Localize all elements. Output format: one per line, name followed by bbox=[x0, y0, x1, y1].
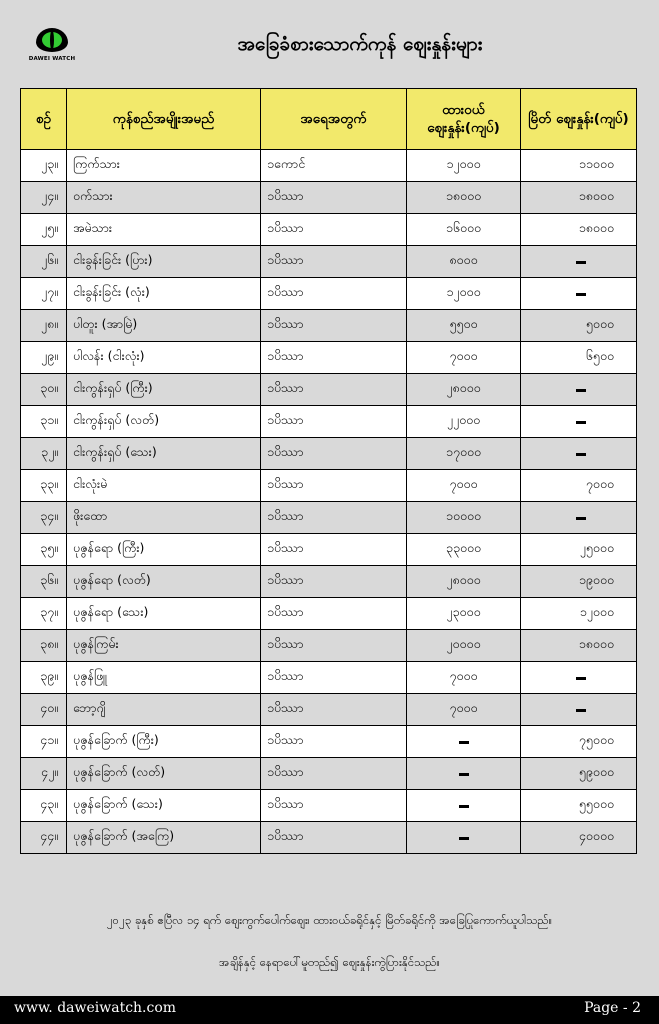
dawei-price: ၇၀၀၀ bbox=[407, 662, 521, 694]
row-number: ၄၄။ bbox=[21, 822, 67, 854]
no-data-dash bbox=[576, 421, 586, 424]
row-number: ၃၂။ bbox=[21, 438, 67, 470]
dawei-price: ၁၂၀၀၀ bbox=[407, 278, 521, 310]
myeik-price: ၁၈၀၀၀ bbox=[521, 182, 637, 214]
dawei-price: ၁၂၀၀၀ bbox=[407, 150, 521, 182]
table-row bbox=[21, 598, 637, 630]
table-row bbox=[21, 662, 637, 694]
dawei-price: ၂၂၀၀၀ bbox=[407, 406, 521, 438]
dawei-price: ၇၀၀၀ bbox=[407, 342, 521, 374]
item-unit: ၁ပိဿာ bbox=[261, 726, 407, 758]
item-unit: ၁ပိဿာ bbox=[261, 502, 407, 534]
item-name: ပါတူး (အာမြဲ) bbox=[67, 310, 261, 342]
no-data-dash bbox=[576, 709, 586, 712]
item-name: ဘော့ဂျိ bbox=[67, 694, 261, 726]
row-number: ၄၀။ bbox=[21, 694, 67, 726]
myeik-price bbox=[521, 662, 637, 694]
dawei-price: ၁၆၀၀၀ bbox=[407, 214, 521, 246]
no-data-dash bbox=[576, 517, 586, 520]
myeik-price: ၁၈၀၀၀ bbox=[521, 630, 637, 662]
row-number: ၂၆။ bbox=[21, 246, 67, 278]
table-row bbox=[21, 566, 637, 598]
table-row bbox=[21, 438, 637, 470]
item-unit: ၁ပိဿာ bbox=[261, 278, 407, 310]
item-name: ပုဇွန်ကြမ်း bbox=[67, 630, 261, 662]
dawei-watch-logo bbox=[28, 22, 76, 70]
no-data-dash bbox=[576, 389, 586, 392]
myeik-price: ၂၅၀၀၀ bbox=[521, 534, 637, 566]
dawei-price: ၂၈၀၀၀ bbox=[407, 566, 521, 598]
dawei-price bbox=[407, 758, 521, 790]
no-data-dash bbox=[459, 741, 469, 744]
item-unit: ၁ပိဿာ bbox=[261, 790, 407, 822]
table-row bbox=[21, 694, 637, 726]
page-header bbox=[0, 0, 659, 86]
col-header-unit: အရေအတွက် bbox=[261, 89, 407, 150]
table-row bbox=[21, 470, 637, 502]
row-number: ၂၉။ bbox=[21, 342, 67, 374]
item-name: ပုဇွန်ခြောက် (အကြေ) bbox=[67, 822, 261, 854]
item-unit: ၁ပိဿာ bbox=[261, 694, 407, 726]
row-number: ၃၄။ bbox=[21, 502, 67, 534]
item-name: ပုဇွန်ခြောက် (ကြီး) bbox=[67, 726, 261, 758]
no-data-dash bbox=[576, 293, 586, 296]
row-number: ၃၇။ bbox=[21, 598, 67, 630]
cat-eye-icon bbox=[36, 28, 68, 52]
dawei-price: ၁၇၀၀၀ bbox=[407, 438, 521, 470]
dawei-price: ၁၀၀၀၀ bbox=[407, 502, 521, 534]
item-unit: ၁ပိဿာ bbox=[261, 342, 407, 374]
item-unit: ၁ပိဿာ bbox=[261, 662, 407, 694]
myeik-price: ၅၀၀၀ bbox=[521, 310, 637, 342]
myeik-price bbox=[521, 374, 637, 406]
myeik-price: ၅၉၀၀၀ bbox=[521, 758, 637, 790]
item-unit: ၁ပိဿာ bbox=[261, 822, 407, 854]
item-name: ဝက်သား bbox=[67, 182, 261, 214]
myeik-price: ၇၀၀၀ bbox=[521, 470, 637, 502]
footnote-disclaimer: အချိန်နှင့် နေရာပေါ်မူတည်၍ ဈေးနှုန်းကွဲပြားနိုင်သည်။ bbox=[219, 955, 440, 969]
item-unit: ၁ပိဿာ bbox=[261, 630, 407, 662]
no-data-dash bbox=[576, 453, 586, 456]
item-unit: ၁ပိဿာ bbox=[261, 598, 407, 630]
col-header-item: ကုန်စည်အမျိုးအမည် bbox=[67, 89, 261, 150]
row-number: ၃၀။ bbox=[21, 374, 67, 406]
item-name: အမဲသား bbox=[67, 214, 261, 246]
dawei-price: ၇၀၀၀ bbox=[407, 694, 521, 726]
row-number: ၄၂။ bbox=[21, 758, 67, 790]
myeik-price: ၄၀၀၀၀ bbox=[521, 822, 637, 854]
item-name: ငါးကွန်းရှပ် (သေး) bbox=[67, 438, 261, 470]
row-number: ၂၈။ bbox=[21, 310, 67, 342]
item-unit: ၁ပိဿာ bbox=[261, 182, 407, 214]
dawei-price bbox=[407, 726, 521, 758]
item-name: ငါးခွန်းခြင်း (ပြား) bbox=[67, 246, 261, 278]
table-row bbox=[21, 374, 637, 406]
item-name: ငါးကွန်းရှပ် (ကြီး) bbox=[67, 374, 261, 406]
item-name: ပုဇွန်ရော (လတ်) bbox=[67, 566, 261, 598]
item-unit: ၁ပိဿာ bbox=[261, 246, 407, 278]
page-title: အခြေခံစားသောက်ကုန် ဈေးနှုန်းများ bbox=[237, 33, 483, 55]
table-row bbox=[21, 758, 637, 790]
item-name: ငါးခွန်းခြင်း (လုံး) bbox=[67, 278, 261, 310]
myeik-price bbox=[521, 246, 637, 278]
table-row bbox=[21, 150, 637, 182]
myeik-price bbox=[521, 438, 637, 470]
row-number: ၄၁။ bbox=[21, 726, 67, 758]
row-number: ၂၃။ bbox=[21, 150, 67, 182]
table-row bbox=[21, 246, 637, 278]
dawei-price bbox=[407, 790, 521, 822]
myeik-price: ၁၂၀၀၀ bbox=[521, 598, 637, 630]
dawei-price: ၂၈၀၀၀ bbox=[407, 374, 521, 406]
dawei-price bbox=[407, 822, 521, 854]
item-name: ပုဇွန်ရော (သေး) bbox=[67, 598, 261, 630]
table-header-row bbox=[21, 89, 637, 150]
myeik-price: ၇၅၀၀၀ bbox=[521, 726, 637, 758]
item-unit: ၁ပိဿာ bbox=[261, 438, 407, 470]
item-unit: ၁ကောင် bbox=[261, 150, 407, 182]
item-unit: ၁ပိဿာ bbox=[261, 310, 407, 342]
dawei-price: ၁၈၀၀၀ bbox=[407, 182, 521, 214]
item-name: ငါးကွန်းရှပ် (လတ်) bbox=[67, 406, 261, 438]
item-unit: ၁ပိဿာ bbox=[261, 470, 407, 502]
row-number: ၂၇။ bbox=[21, 278, 67, 310]
dawei-price: ၂၀၀၀၀ bbox=[407, 630, 521, 662]
no-data-dash bbox=[459, 837, 469, 840]
item-name: ပုဇွန်ခြောက် (သေး) bbox=[67, 790, 261, 822]
dawei-price: ၃၃၀၀၀ bbox=[407, 534, 521, 566]
myeik-price: ၁၈၀၀၀ bbox=[521, 214, 637, 246]
table-row bbox=[21, 182, 637, 214]
price-table bbox=[20, 88, 637, 854]
myeik-price bbox=[521, 694, 637, 726]
myeik-price bbox=[521, 502, 637, 534]
table-row bbox=[21, 310, 637, 342]
col-header-myeik-price: မြိတ် ဈေးနှုန်း(ကျပ်) bbox=[521, 89, 637, 150]
row-number: ၃၆။ bbox=[21, 566, 67, 598]
table-row bbox=[21, 502, 637, 534]
website-link[interactable]: www. daweiwatch.com bbox=[14, 1000, 177, 1016]
item-unit: ၁ပိဿာ bbox=[261, 566, 407, 598]
table-row bbox=[21, 278, 637, 310]
row-number: ၃၅။ bbox=[21, 534, 67, 566]
myeik-price: ၅၅၀၀၀ bbox=[521, 790, 637, 822]
item-unit: ၁ပိဿာ bbox=[261, 534, 407, 566]
row-number: ၃၁။ bbox=[21, 406, 67, 438]
item-name: ငါးလုံးမဲ bbox=[67, 470, 261, 502]
myeik-price: ၁၉၀၀၀ bbox=[521, 566, 637, 598]
row-number: ၃၉။ bbox=[21, 662, 67, 694]
table-row bbox=[21, 790, 637, 822]
item-name: ပုဇွန်ခြောက် (လတ်) bbox=[67, 758, 261, 790]
myeik-price: ၆၅၀၀ bbox=[521, 342, 637, 374]
item-name: ပုဇွန်ရော (ကြီး) bbox=[67, 534, 261, 566]
myeik-price bbox=[521, 278, 637, 310]
row-number: ၄၃။ bbox=[21, 790, 67, 822]
no-data-dash bbox=[459, 773, 469, 776]
no-data-dash bbox=[576, 677, 586, 680]
dawei-price: ၂၃၀၀၀ bbox=[407, 598, 521, 630]
no-data-dash bbox=[459, 805, 469, 808]
row-number: ၃၈။ bbox=[21, 630, 67, 662]
logo-text: DAWEI WATCH bbox=[28, 56, 76, 62]
item-unit: ၁ပိဿာ bbox=[261, 406, 407, 438]
footer-bar bbox=[0, 996, 659, 1024]
dawei-price: ၇၀၀၀ bbox=[407, 470, 521, 502]
item-name: ပါလန်း (ငါးလုံး) bbox=[67, 342, 261, 374]
row-number: ၂၅။ bbox=[21, 214, 67, 246]
item-unit: ၁ပိဿာ bbox=[261, 374, 407, 406]
page-number: Page - 2 bbox=[584, 1000, 641, 1016]
table-row bbox=[21, 630, 637, 662]
item-name: ဖိုးထော bbox=[67, 502, 261, 534]
col-header-dawei-price: ထားဝယ် ဈေးနှုန်း(ကျပ်) bbox=[407, 89, 521, 150]
col-header-no: စဉ် bbox=[21, 89, 67, 150]
item-name: ကြက်သား bbox=[67, 150, 261, 182]
table-row bbox=[21, 214, 637, 246]
no-data-dash bbox=[576, 261, 586, 264]
item-unit: ၁ပိဿာ bbox=[261, 758, 407, 790]
table-row bbox=[21, 406, 637, 438]
dawei-price: ၅၅၀၀ bbox=[407, 310, 521, 342]
myeik-price: ၁၁၀၀၀ bbox=[521, 150, 637, 182]
footnote-source: ၂၀၂၃ ခုနှစ် ဧပြီလ ၁၄ ရက် ဈေးကွက်ပေါက်ဈေး၊ ထားဝယ်ခရိုင်နှင့် မြိတ်ခရိုင်ကို အခြေပြုကောက်ယူပါသည်။ bbox=[106, 913, 553, 927]
table-row bbox=[21, 726, 637, 758]
row-number: ၂၄။ bbox=[21, 182, 67, 214]
table-row bbox=[21, 534, 637, 566]
row-number: ၃၃။ bbox=[21, 470, 67, 502]
item-unit: ၁ပိဿာ bbox=[261, 214, 407, 246]
table-row bbox=[21, 342, 637, 374]
myeik-price bbox=[521, 406, 637, 438]
dawei-price: ၈၀၀၀ bbox=[407, 246, 521, 278]
table-row bbox=[21, 822, 637, 854]
item-name: ပုဇွန်ဖြူ bbox=[67, 662, 261, 694]
